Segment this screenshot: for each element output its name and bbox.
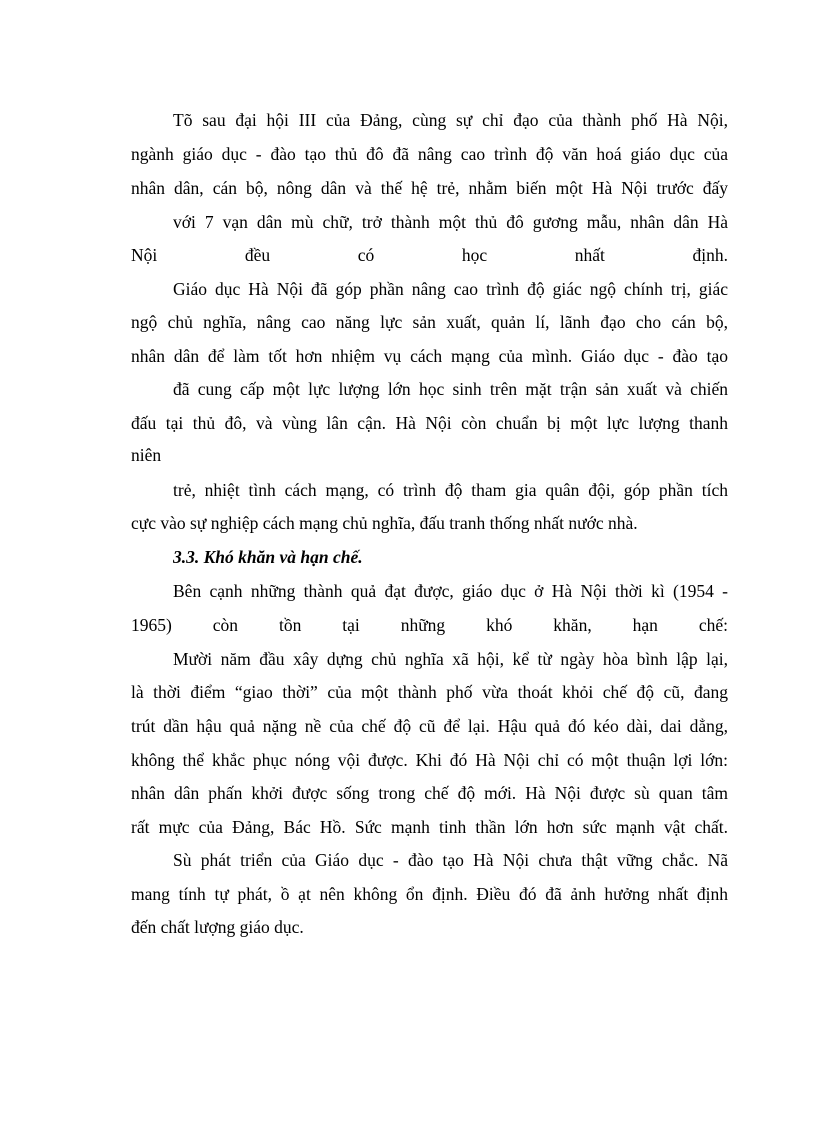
paragraph-line: nhân dân, cán bộ, nông dân và thế hệ trẻ, nhằm biến một Hà Nội trước đấy	[131, 178, 728, 198]
paragraph-line: là thời điểm “giao thời” của một thành phố vừa thoát khỏi chế độ cũ, đang	[131, 682, 728, 702]
paragraph-line: cực vào sự nghiệp cách mạng chủ nghĩa, đấu tranh thống nhất nước nhà.	[131, 513, 638, 533]
paragraph-line: rất mực của Đảng, Bác Hồ. Sức mạnh tinh thần lớn hơn sức mạnh vật chất.	[131, 817, 728, 837]
paragraph-line: niên	[131, 445, 162, 465]
paragraph-line: trẻ, nhiệt tình cách mạng, có trình độ tham gia quân đội, góp phần tích	[173, 480, 728, 500]
paragraph-line: với 7 vạn dân mù chữ, trở thành một thủ đô gương mẫu, nhân dân Hà	[173, 212, 728, 232]
paragraph-line: đến chất lượng giáo dục.	[131, 917, 304, 937]
paragraph-line: nhân dân để làm tốt hơn nhiệm vụ cách mạng của mình. Giáo dục - đào tạo	[131, 346, 728, 366]
paragraph-line: đã cung cấp một lực lượng lớn học sinh trên mặt trận sản xuất và chiến	[173, 379, 728, 399]
paragraph-line: Mười năm đầu xây dựng chủ nghĩa xã hội, kể từ ngày hòa bình lập lại,	[173, 649, 728, 669]
paragraph-line: Nội đều có học nhất định.	[131, 245, 728, 265]
paragraph-line: đấu tại thủ đô, và vùng lân cận. Hà Nội còn chuẩn bị một lực lượng thanh	[131, 413, 728, 433]
paragraph-line: trút dần hậu quả nặng nề của chế độ cũ để lại. Hậu quả đó kéo dài, dai dẳng,	[131, 716, 728, 736]
paragraph-line: mang tính tự phát, ồ ạt nên không ổn định. Điều đó đã ảnh hưởng nhất định	[131, 884, 728, 904]
section-heading: 3.3. Khó khăn và hạn chế.	[173, 547, 363, 567]
paragraph-line: không thể khắc phục nóng vội được. Khi đó Hà Nội chỉ có một thuận lợi lớn:	[131, 750, 728, 770]
paragraph-line: Giáo dục Hà Nội đã góp phần nâng cao trình độ giác ngộ chính trị, giác	[173, 279, 728, 299]
paragraph-line: Sù phát triển của Giáo dục - đào tạo Hà Nội chưa thật vững chắc. Nã	[173, 850, 728, 870]
paragraph-line: Bên cạnh những thành quả đạt được, giáo dục ở Hà Nội thời kì (1954 -	[173, 581, 728, 601]
paragraph-line: ngộ chủ nghĩa, nâng cao năng lực sản xuất, quản lí, lãnh đạo cho cán bộ,	[131, 312, 728, 332]
paragraph-line: nhân dân phấn khởi được sống trong chế độ mới. Hà Nội được sù quan tâm	[131, 783, 728, 803]
paragraph-line: ngành giáo dục - đào tạo thủ đô đã nâng cao trình độ văn hoá giáo dục của	[131, 144, 728, 164]
paragraph-line: 1965) còn tồn tại những khó khăn, hạn chế:	[131, 615, 728, 635]
paragraph-line: Tõ sau đại hội III của Đảng, cùng sự chỉ đạo của thành phố Hà Nội,	[173, 110, 728, 130]
